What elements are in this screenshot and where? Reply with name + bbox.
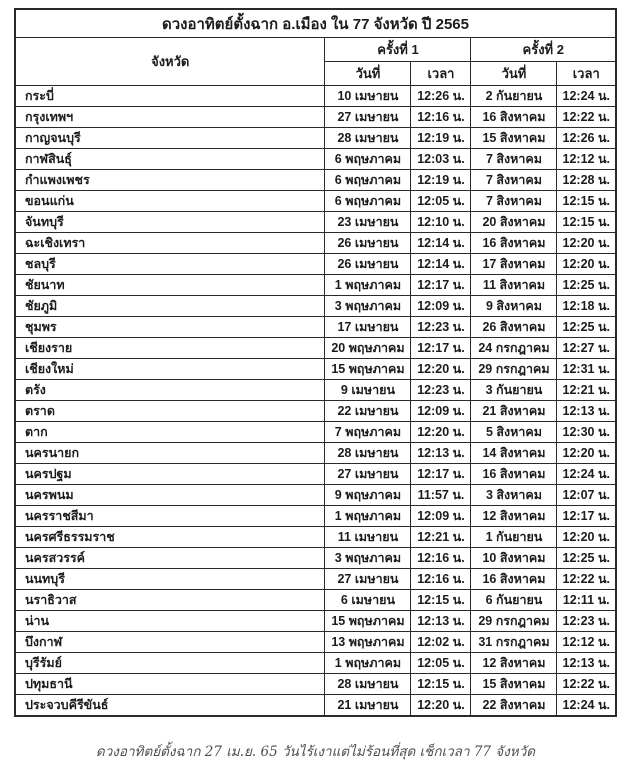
province-cell: ขอนแก่น <box>15 191 325 212</box>
round1-date-cell: 1 พฤษภาคม <box>325 275 411 296</box>
round1-time-header: เวลา <box>411 62 471 86</box>
round1-time-cell: 12:16 น. <box>411 569 471 590</box>
round1-date-cell: 1 พฤษภาคม <box>325 653 411 674</box>
round2-date-cell: 12 สิงหาคม <box>471 653 557 674</box>
province-cell: นราธิวาส <box>15 590 325 611</box>
round2-time-cell: 12:20 น. <box>557 527 616 548</box>
round1-date-cell: 6 พฤษภาคม <box>325 191 411 212</box>
round2-date-cell: 7 สิงหาคม <box>471 149 557 170</box>
round2-time-cell: 12:17 น. <box>557 506 616 527</box>
round2-time-cell: 12:31 น. <box>557 359 616 380</box>
round1-time-cell: 12:05 น. <box>411 653 471 674</box>
table-row <box>15 674 616 695</box>
table-row <box>15 149 616 170</box>
province-cell: บึงกาฬ <box>15 632 325 653</box>
round1-time-cell: 12:17 น. <box>411 275 471 296</box>
round2-time-cell: 12:20 น. <box>557 443 616 464</box>
round1-time-cell: 12:23 น. <box>411 380 471 401</box>
round1-time-cell: 12:21 น. <box>411 527 471 548</box>
table-row <box>15 338 616 359</box>
round1-time-cell: 12:20 น. <box>411 695 471 717</box>
round1-date-cell: 6 พฤษภาคม <box>325 170 411 191</box>
province-cell: ฉะเชิงเทรา <box>15 233 325 254</box>
round2-time-cell: 12:25 น. <box>557 275 616 296</box>
round1-time-cell: 12:13 น. <box>411 443 471 464</box>
round2-time-cell: 12:22 น. <box>557 674 616 695</box>
round2-date-cell: 22 สิงหาคม <box>471 695 557 717</box>
round1-date-cell: 23 เมษายน <box>325 212 411 233</box>
round2-date-cell: 7 สิงหาคม <box>471 170 557 191</box>
round1-time-cell: 12:13 น. <box>411 611 471 632</box>
round2-date-cell: 21 สิงหาคม <box>471 401 557 422</box>
round2-date-cell: 16 สิงหาคม <box>471 107 557 128</box>
province-cell: น่าน <box>15 611 325 632</box>
table-row <box>15 233 616 254</box>
table-row <box>15 128 616 149</box>
round2-date-cell: 3 กันยายน <box>471 380 557 401</box>
round2-time-cell: 12:12 น. <box>557 632 616 653</box>
round2-time-cell: 12:12 น. <box>557 149 616 170</box>
round2-time-cell: 12:18 น. <box>557 296 616 317</box>
round1-date-header: วันที่ <box>325 62 411 86</box>
round2-time-cell: 12:28 น. <box>557 170 616 191</box>
province-cell: เชียงใหม่ <box>15 359 325 380</box>
province-cell: ชลบุรี <box>15 254 325 275</box>
round1-date-cell: 9 พฤษภาคม <box>325 485 411 506</box>
round2-date-cell: 12 สิงหาคม <box>471 506 557 527</box>
round2-time-cell: 12:30 น. <box>557 422 616 443</box>
province-cell: นครนายก <box>15 443 325 464</box>
round1-date-cell: 7 พฤษภาคม <box>325 422 411 443</box>
round1-date-cell: 28 เมษายน <box>325 128 411 149</box>
table-row <box>15 191 616 212</box>
round2-date-cell: 9 สิงหาคม <box>471 296 557 317</box>
round2-date-cell: 16 สิงหาคม <box>471 233 557 254</box>
table-row <box>15 401 616 422</box>
round1-date-cell: 26 เมษายน <box>325 233 411 254</box>
round2-time-cell: 12:23 น. <box>557 611 616 632</box>
round1-time-cell: 12:14 น. <box>411 254 471 275</box>
round1-time-cell: 12:09 น. <box>411 296 471 317</box>
round2-time-cell: 12:13 น. <box>557 653 616 674</box>
province-cell: ปทุมธานี <box>15 674 325 695</box>
round1-date-cell: 21 เมษายน <box>325 695 411 717</box>
province-cell: นครพนม <box>15 485 325 506</box>
round1-date-cell: 20 พฤษภาคม <box>325 338 411 359</box>
table-row <box>15 380 616 401</box>
round2-date-cell: 26 สิงหาคม <box>471 317 557 338</box>
round2-date-cell: 16 สิงหาคม <box>471 569 557 590</box>
round2-date-cell: 15 สิงหาคม <box>471 674 557 695</box>
round1-date-cell: 27 เมษายน <box>325 569 411 590</box>
round1-time-cell: 12:26 น. <box>411 86 471 107</box>
round2-date-cell: 14 สิงหาคม <box>471 443 557 464</box>
round2-time-cell: 12:11 น. <box>557 590 616 611</box>
image-caption: ดวงอาทิตย์ตั้งฉาก 27 เม.ย. 65 วันไร้เงาแต่ไม่ร้อนที่สุด เช็กเวลา 77 จังหวัด <box>95 744 536 760</box>
table-row <box>15 464 616 485</box>
round1-date-cell: 9 เมษายน <box>325 380 411 401</box>
table-row <box>15 443 616 464</box>
table-row <box>15 590 616 611</box>
round1-date-cell: 3 พฤษภาคม <box>325 548 411 569</box>
round2-time-cell: 12:20 น. <box>557 254 616 275</box>
table-row <box>15 317 616 338</box>
table-row <box>15 170 616 191</box>
round2-date-cell: 10 สิงหาคม <box>471 548 557 569</box>
round2-time-cell: 12:15 น. <box>557 212 616 233</box>
province-cell: ชัยภูมิ <box>15 296 325 317</box>
round2-time-cell: 12:21 น. <box>557 380 616 401</box>
table-row <box>15 359 616 380</box>
round1-time-cell: 12:19 น. <box>411 128 471 149</box>
table-title: ดวงอาทิตย์ตั้งฉาก อ.เมือง ใน 77 จังหวัด ปี 2565 <box>15 9 616 38</box>
province-cell: กำแพงเพชร <box>15 170 325 191</box>
round2-time-cell: 12:13 น. <box>557 401 616 422</box>
province-cell: กรุงเทพฯ <box>15 107 325 128</box>
round1-date-cell: 22 เมษายน <box>325 401 411 422</box>
province-cell: ตาก <box>15 422 325 443</box>
round1-time-cell: 11:57 น. <box>411 485 471 506</box>
round2-time-cell: 12:25 น. <box>557 548 616 569</box>
round1-time-cell: 12:17 น. <box>411 464 471 485</box>
round1-time-cell: 12:16 น. <box>411 107 471 128</box>
round2-time-cell: 12:24 น. <box>557 695 616 717</box>
round2-date-cell: 29 กรกฎาคม <box>471 611 557 632</box>
round2-time-cell: 12:07 น. <box>557 485 616 506</box>
province-cell: กาฬสินธุ์ <box>15 149 325 170</box>
round1-time-cell: 12:09 น. <box>411 506 471 527</box>
round2-time-header: เวลา <box>557 62 616 86</box>
round1-date-cell: 1 พฤษภาคม <box>325 506 411 527</box>
round1-date-cell: 6 เมษายน <box>325 590 411 611</box>
round2-date-cell: 7 สิงหาคม <box>471 191 557 212</box>
round2-time-cell: 12:24 น. <box>557 464 616 485</box>
province-cell: นครสวรรค์ <box>15 548 325 569</box>
round1-time-cell: 12:20 น. <box>411 422 471 443</box>
table-row <box>15 611 616 632</box>
title-row <box>15 9 616 38</box>
round1-time-cell: 12:16 น. <box>411 548 471 569</box>
province-table-body <box>15 86 616 717</box>
table-row <box>15 632 616 653</box>
round1-time-cell: 12:17 น. <box>411 338 471 359</box>
round1-date-cell: 3 พฤษภาคม <box>325 296 411 317</box>
province-cell: นนทบุรี <box>15 569 325 590</box>
round2-time-cell: 12:20 น. <box>557 233 616 254</box>
round1-date-cell: 28 เมษายน <box>325 674 411 695</box>
round2-time-cell: 12:26 น. <box>557 128 616 149</box>
round2-time-cell: 12:22 น. <box>557 107 616 128</box>
round2-date-cell: 20 สิงหาคม <box>471 212 557 233</box>
round1-date-cell: 15 พฤษภาคม <box>325 359 411 380</box>
round1-time-cell: 12:05 น. <box>411 191 471 212</box>
province-cell: บุรีรัมย์ <box>15 653 325 674</box>
table-row <box>15 653 616 674</box>
round1-date-cell: 27 เมษายน <box>325 107 411 128</box>
province-cell: กระบี่ <box>15 86 325 107</box>
sun-overhead-table <box>14 8 617 717</box>
round1-time-cell: 12:03 น. <box>411 149 471 170</box>
round1-date-cell: 28 เมษายน <box>325 443 411 464</box>
round1-time-cell: 12:19 น. <box>411 170 471 191</box>
table-row <box>15 275 616 296</box>
round1-time-cell: 12:14 น. <box>411 233 471 254</box>
header-row-groups <box>15 38 616 62</box>
table-row <box>15 569 616 590</box>
round1-date-cell: 27 เมษายน <box>325 464 411 485</box>
round2-date-header: วันที่ <box>471 62 557 86</box>
round2-date-cell: 31 กรกฎาคม <box>471 632 557 653</box>
round1-date-cell: 10 เมษายน <box>325 86 411 107</box>
table-row <box>15 548 616 569</box>
province-cell: ตราด <box>15 401 325 422</box>
round1-column-header: ครั้งที่ 1 <box>325 38 471 62</box>
round1-time-cell: 12:02 น. <box>411 632 471 653</box>
round1-date-cell: 15 พฤษภาคม <box>325 611 411 632</box>
round2-time-cell: 12:15 น. <box>557 191 616 212</box>
round2-date-cell: 29 กรกฎาคม <box>471 359 557 380</box>
round1-date-cell: 11 เมษายน <box>325 527 411 548</box>
table-row <box>15 212 616 233</box>
round2-time-cell: 12:25 น. <box>557 317 616 338</box>
province-column-header: จังหวัด <box>15 38 325 86</box>
round2-date-cell: 17 สิงหาคม <box>471 254 557 275</box>
round2-date-cell: 11 สิงหาคม <box>471 275 557 296</box>
round2-date-cell: 24 กรกฎาคม <box>471 338 557 359</box>
province-cell: นครปฐม <box>15 464 325 485</box>
province-cell: ชุมพร <box>15 317 325 338</box>
table-row <box>15 695 616 717</box>
round2-date-cell: 16 สิงหาคม <box>471 464 557 485</box>
province-cell: จันทบุรี <box>15 212 325 233</box>
round1-time-cell: 12:15 น. <box>411 674 471 695</box>
province-cell: ตรัง <box>15 380 325 401</box>
province-cell: กาญจนบุรี <box>15 128 325 149</box>
table-row <box>15 86 616 107</box>
round1-date-cell: 17 เมษายน <box>325 317 411 338</box>
round2-date-cell: 3 สิงหาคม <box>471 485 557 506</box>
round1-date-cell: 13 พฤษภาคม <box>325 632 411 653</box>
round1-time-cell: 12:20 น. <box>411 359 471 380</box>
round2-column-header: ครั้งที่ 2 <box>471 38 616 62</box>
table-row <box>15 527 616 548</box>
round1-time-cell: 12:09 น. <box>411 401 471 422</box>
table-row <box>15 296 616 317</box>
round1-date-cell: 6 พฤษภาคม <box>325 149 411 170</box>
round2-time-cell: 12:27 น. <box>557 338 616 359</box>
table-row <box>15 107 616 128</box>
round1-time-cell: 12:15 น. <box>411 590 471 611</box>
table-row <box>15 506 616 527</box>
province-cell: นครราชสีมา <box>15 506 325 527</box>
province-cell: นครศรีธรรมราช <box>15 527 325 548</box>
table-row <box>15 254 616 275</box>
table-row <box>15 485 616 506</box>
province-cell: เชียงราย <box>15 338 325 359</box>
round2-date-cell: 2 กันยายน <box>471 86 557 107</box>
round1-date-cell: 26 เมษายน <box>325 254 411 275</box>
round2-date-cell: 1 กันยายน <box>471 527 557 548</box>
round2-date-cell: 5 สิงหาคม <box>471 422 557 443</box>
round2-date-cell: 15 สิงหาคม <box>471 128 557 149</box>
province-cell: ชัยนาท <box>15 275 325 296</box>
province-cell: ประจวบคีรีขันธ์ <box>15 695 325 717</box>
table-row <box>15 422 616 443</box>
round2-time-cell: 12:22 น. <box>557 569 616 590</box>
round1-time-cell: 12:10 น. <box>411 212 471 233</box>
round2-date-cell: 6 กันยายน <box>471 590 557 611</box>
round2-time-cell: 12:24 น. <box>557 86 616 107</box>
round1-time-cell: 12:23 น. <box>411 317 471 338</box>
